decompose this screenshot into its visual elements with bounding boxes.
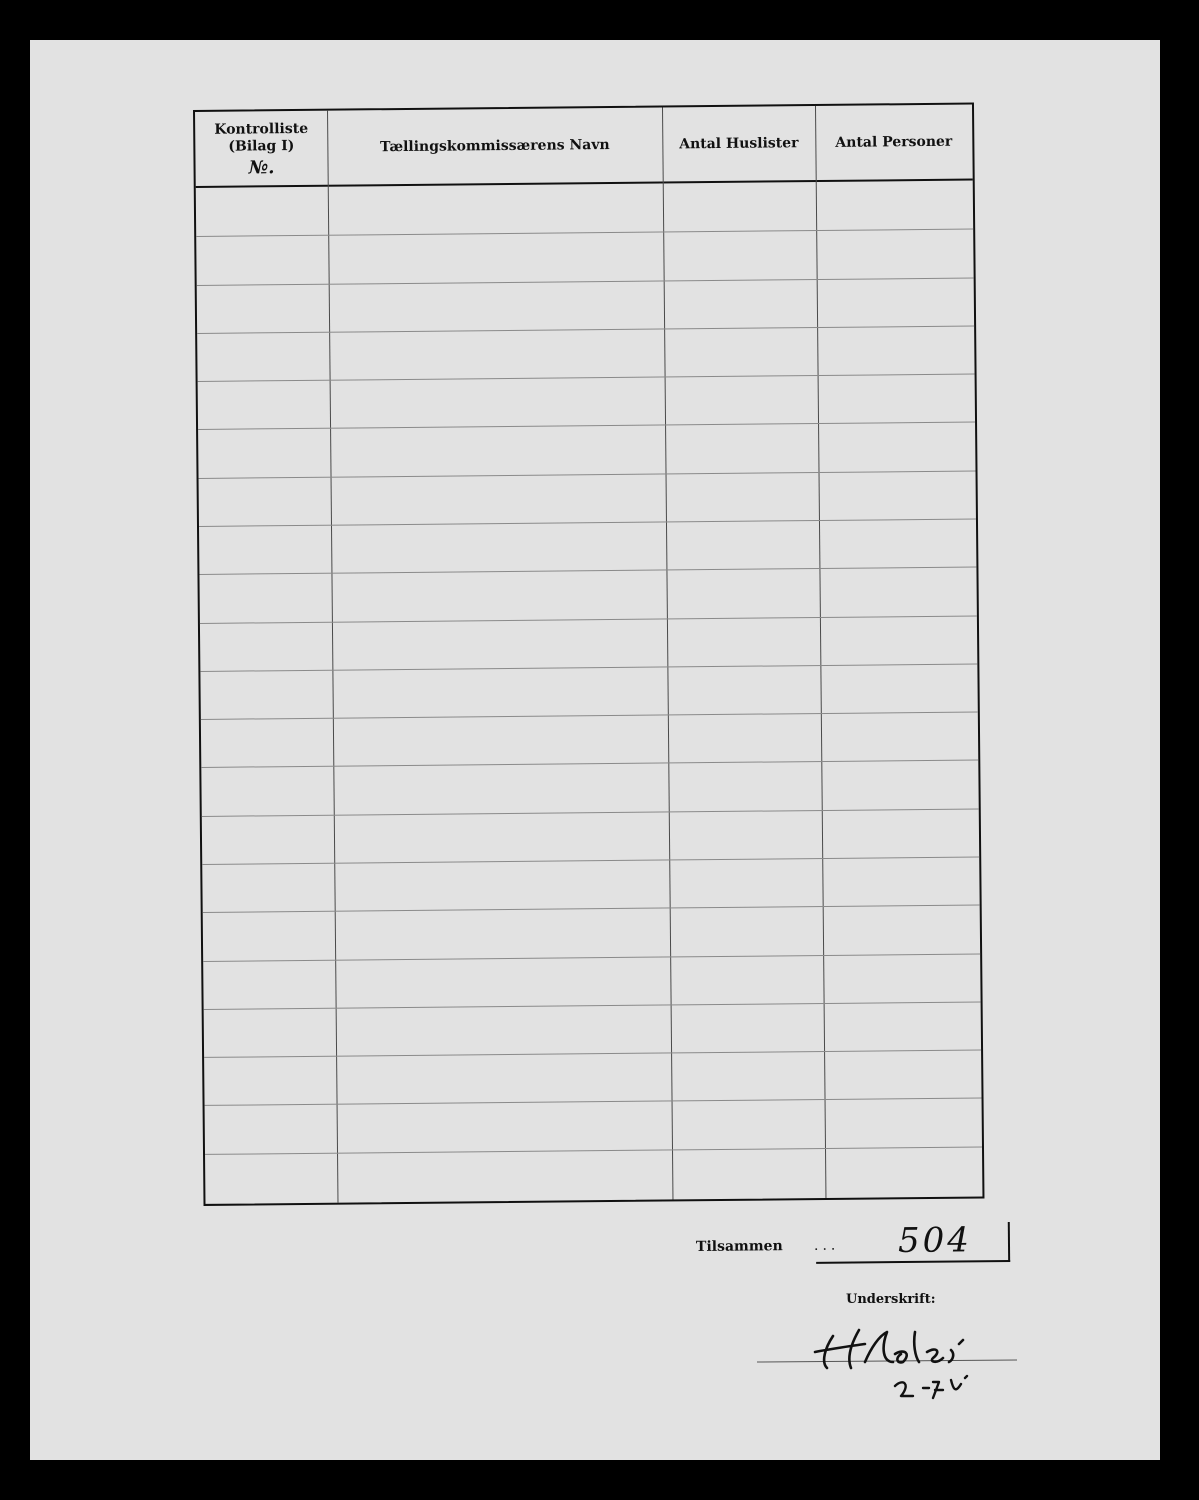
header-persons (815, 105, 973, 181)
table-row-rule (197, 277, 974, 285)
table-row-rule (199, 519, 976, 527)
header-commissioner-name (327, 107, 663, 184)
table-row-rule (202, 856, 979, 864)
header-control-list-number (195, 111, 328, 186)
table-row-rule (198, 422, 975, 430)
table-row-rule (203, 905, 980, 913)
table-row-rule (196, 229, 973, 237)
table-row-rule (205, 1098, 982, 1106)
table-row-rule (200, 663, 977, 671)
table-row-rule (203, 953, 980, 961)
table-row-rule (201, 712, 978, 720)
header-household-lists (662, 106, 816, 181)
table-row-rule (204, 1050, 981, 1058)
table-row-rule (199, 567, 976, 575)
header-control-list-label: Kontrolliste (214, 120, 309, 138)
table-row-rule (198, 374, 975, 382)
total-label: Tilsammen (695, 1238, 783, 1255)
table-row-rule (202, 808, 979, 816)
table-row-rule (205, 1146, 982, 1154)
handwritten-signature (755, 1318, 1025, 1410)
table-row-rule (204, 1001, 981, 1009)
table-row-rule (201, 760, 978, 768)
total-value: 504 (897, 1220, 973, 1262)
table-header (195, 105, 973, 188)
header-number-sign: №. (248, 157, 275, 179)
total-row (580, 1222, 1014, 1270)
table-body (196, 181, 983, 1204)
table-row-rule (200, 615, 977, 623)
header-commissioner-name-label: Tællingskommissærens Navn (379, 136, 610, 155)
signature-label: Underskrift: (846, 1292, 936, 1307)
header-household-lists-label: Antal Huslister (679, 134, 799, 152)
total-value-box (848, 1222, 1010, 1264)
header-persons-label: Antal Personer (835, 133, 953, 151)
control-list-table (193, 103, 984, 1206)
total-leader-dots: ... (813, 1237, 840, 1254)
table-row-rule (197, 325, 974, 333)
header-appendix-label: (Bilag I) (228, 138, 295, 155)
table-row-rule (199, 470, 976, 478)
